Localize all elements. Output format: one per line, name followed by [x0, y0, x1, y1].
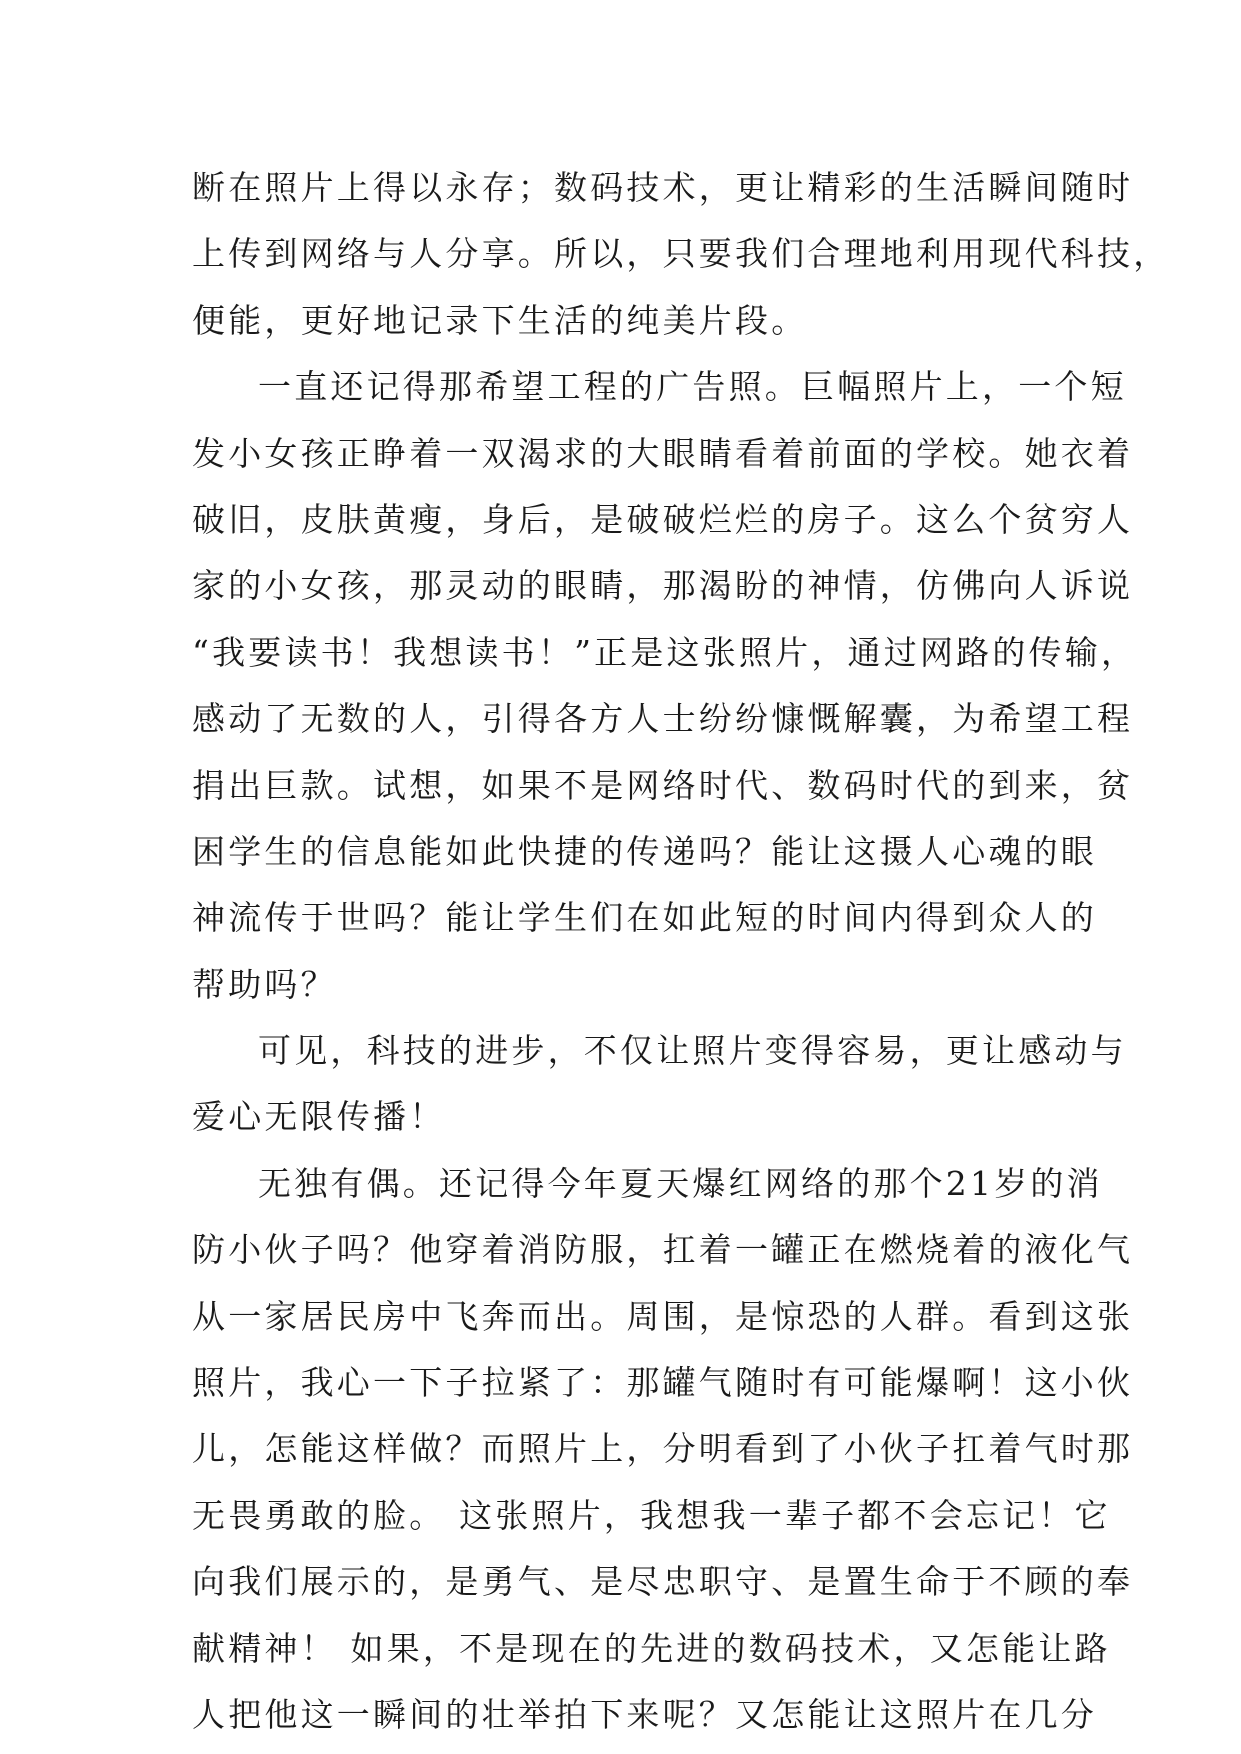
text-line: “我要读书！我想读书！”正是这张照片，通过网路的传输，: [192, 632, 1138, 672]
body-text: [192, 155, 1170, 1748]
text-line: 防小伙子吗？他穿着消防服，扛着一罐正在燃烧着的液化气: [192, 1230, 1134, 1270]
paragraph-start-line: 可见，科技的进步，不仅让照片变得容易，更让感动与: [258, 1031, 1127, 1071]
text-line: 向我们展示的，是勇气、是尽忠职守、是置生命于不顾的奉: [192, 1562, 1134, 1602]
text-line: 上传到网络与人分享。所以，只要我们合理地利用现代科技，: [192, 234, 1170, 274]
text-line: 捐出巨款。试想，如果不是网络时代、数码时代的到来，贫: [192, 765, 1134, 805]
text-line: 无畏勇敢的脸。 这张照片，我想我一辈子都不会忘记！它: [192, 1495, 1111, 1535]
text-line: 照片，我心一下子拉紧了：那罐气随时有可能爆啊！这小伙: [192, 1363, 1134, 1403]
text-line: 便能，更好地记录下生活的纯美片段。: [192, 300, 808, 340]
text-line: 儿，怎能这样做？而照片上，分明看到了小伙子扛着气时那: [192, 1429, 1134, 1469]
text-line: 从一家居民房中飞奔而出。周围，是惊恐的人群。看到这张: [192, 1296, 1134, 1336]
text-line: 感动了无数的人，引得各方人士纷纷慷慨解囊，为希望工程: [192, 699, 1134, 739]
paragraph-start-line: 无独有偶。还记得今年夏天爆红网络的那个21岁的消: [258, 1163, 1103, 1203]
text-line: 家的小女孩，那灵动的眼睛，那渴盼的神情，仿佛向人诉说: [192, 566, 1134, 606]
text-line: 爱心无限传播！: [192, 1097, 446, 1137]
text-line: 献精神！ 如果，不是现在的先进的数码技术，又怎能让路: [192, 1628, 1111, 1668]
text-line: 发小女孩正睁着一双渴求的大眼睛看着前面的学校。她衣着: [192, 433, 1134, 473]
text-line: 困学生的信息能如此快捷的传递吗？能让这摄人心魂的眼: [192, 831, 1097, 871]
text-line: 人把他这一瞬间的壮举拍下来呢？又怎能让这照片在几分: [192, 1694, 1097, 1734]
text-line: 神流传于世吗？能让学生们在如此短的时间内得到众人的: [192, 898, 1097, 938]
paragraph-start-line: 一直还记得那希望工程的广告照。巨幅照片上，一个短: [258, 367, 1127, 407]
text-line: 断在照片上得以永存；数码技术，更让精彩的生活瞬间随时: [192, 168, 1134, 207]
text-line: 破旧，皮肤黄瘦，身后，是破破烂烂的房子。这么个贫穷人: [192, 499, 1134, 539]
text-line: 帮助吗？: [192, 964, 337, 1004]
